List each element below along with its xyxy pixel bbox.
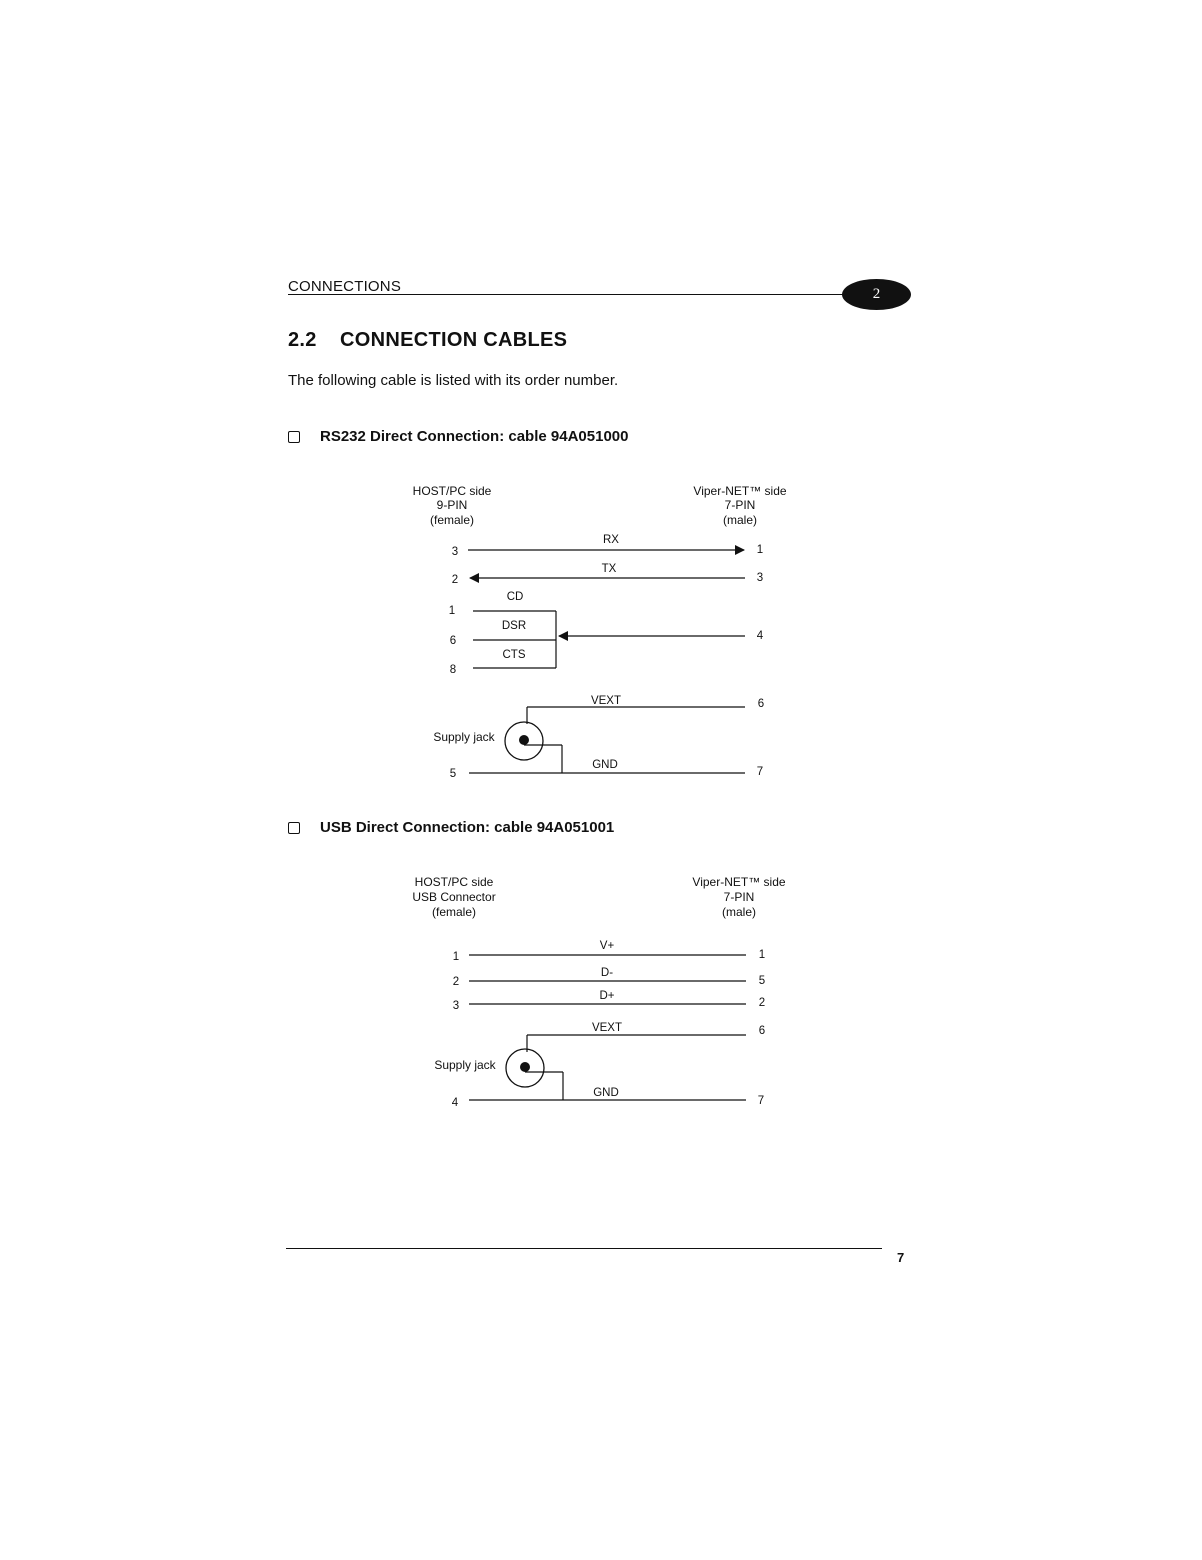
device-pin: 1 xyxy=(758,949,766,961)
host-pin: 6 xyxy=(449,635,457,647)
rs232-host-gender: (female) xyxy=(429,513,475,527)
usb-device-label: Viper-NET™ side xyxy=(692,875,786,889)
dminus-label: D- xyxy=(600,967,614,979)
vext-label: VEXT xyxy=(591,1022,623,1034)
usb-host-gender: (female) xyxy=(431,905,477,919)
usb-heading-text: USB Direct Connection: cable 94A051001 xyxy=(320,819,615,836)
device-pin: 1 xyxy=(756,544,764,556)
gnd-label: GND xyxy=(592,759,618,771)
rs232-device-label: Viper-NET™ side xyxy=(693,484,787,498)
rs232-diagram xyxy=(413,484,787,780)
section-title-text: CONNECTION CABLES xyxy=(340,329,568,351)
device-pin: 5 xyxy=(758,975,766,987)
device-pin: 7 xyxy=(756,766,764,778)
vplus-label: V+ xyxy=(599,940,615,952)
host-pin: 2 xyxy=(451,574,459,586)
host-pin: 4 xyxy=(451,1097,459,1109)
usb-device-gender: (male) xyxy=(721,905,757,919)
rs232-device-gender: (male) xyxy=(722,513,758,527)
gnd-label: GND xyxy=(593,1087,619,1099)
device-pin: 2 xyxy=(758,997,766,1009)
host-pin: 1 xyxy=(448,605,456,617)
intro-paragraph: The following cable is listed with its order number. xyxy=(288,372,619,389)
usb-device-pins: 7-PIN xyxy=(723,890,755,904)
page-number: 7 xyxy=(897,1250,905,1265)
device-pin: 3 xyxy=(756,572,764,584)
cd-label: CD xyxy=(506,591,524,603)
host-pin: 1 xyxy=(452,951,460,963)
host-pin: 8 xyxy=(449,664,457,676)
host-pin: 3 xyxy=(452,1000,460,1012)
rs232-device-pins: 7-PIN xyxy=(724,498,756,512)
host-pin: 3 xyxy=(451,546,459,558)
usb-host-label: HOST/PC side xyxy=(414,875,494,889)
rs232-host-pins: 9-PIN xyxy=(436,498,468,512)
dsr-label: DSR xyxy=(501,620,527,632)
device-pin: 6 xyxy=(757,698,765,710)
chapter-badge: 2 xyxy=(842,279,911,310)
rx-label: RX xyxy=(603,534,619,546)
rs232-host-label: HOST/PC side xyxy=(412,484,492,498)
usb-diagram xyxy=(412,875,786,1109)
host-pin: 5 xyxy=(449,768,457,780)
section-number: 2.2 xyxy=(288,329,317,351)
device-pin: 6 xyxy=(758,1025,766,1037)
supply-jack-label: Supply jack xyxy=(434,1058,496,1072)
footer-rule xyxy=(286,1248,882,1249)
device-pin: 4 xyxy=(756,630,764,642)
vext-label: VEXT xyxy=(590,695,622,707)
tx-label: TX xyxy=(601,563,617,575)
supply-jack-label: Supply jack xyxy=(433,730,495,744)
rs232-heading-text: RS232 Direct Connection: cable 94A051000 xyxy=(320,428,629,445)
header-title: CONNECTIONS xyxy=(288,278,402,295)
cts-label: CTS xyxy=(502,649,526,661)
host-pin: 2 xyxy=(452,976,460,988)
usb-host-connector: USB Connector xyxy=(412,890,496,904)
dplus-label: D+ xyxy=(599,990,615,1002)
device-pin: 7 xyxy=(757,1095,765,1107)
